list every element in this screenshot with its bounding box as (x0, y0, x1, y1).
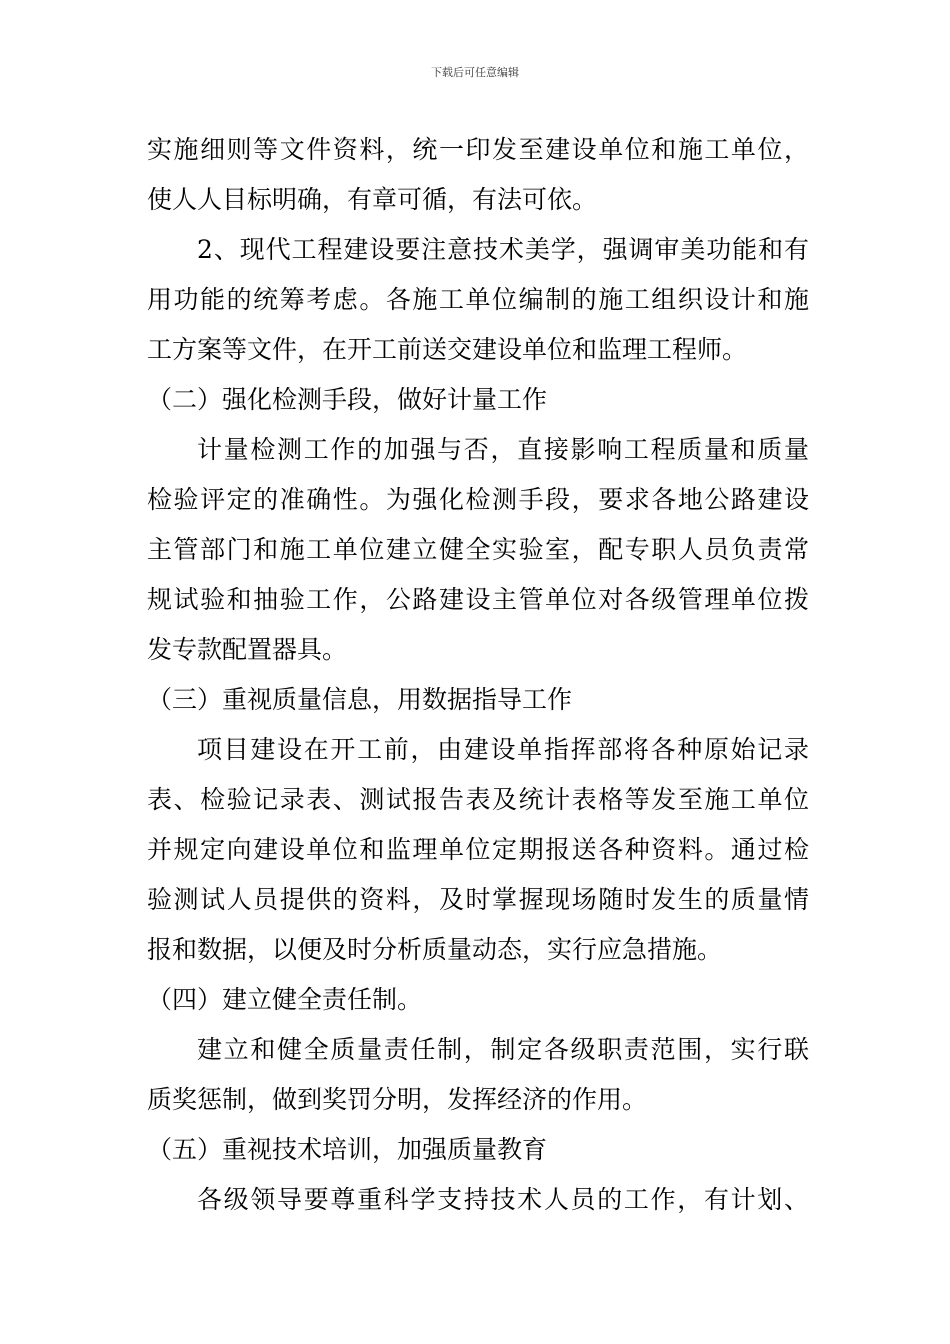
paragraph-line: 检验评定的准确性。为强化检测手段，要求各地公路建设 (147, 485, 809, 514)
paragraph-line: 报和数据，以便及时分析质量动态，实行应急措施。 (147, 935, 723, 964)
paragraph-line: 主管部门和施工单位建立健全实验室，配专职人员负责常 (147, 535, 809, 564)
paragraph-line: 工方案等文件，在开工前送交建设单位和监理工程师。 (147, 335, 748, 364)
section-heading: （五）重视技术培训，加强质量教育 (147, 1135, 548, 1164)
document-body (147, 125, 809, 1225)
section-heading: （四）建立健全责任制。 (147, 985, 423, 1014)
paragraph-line: 规试验和抽验工作，公路建设主管单位对各级管理单位拨 (147, 585, 809, 614)
paragraph-line: 发专款配置器具。 (147, 635, 348, 664)
paragraph-line: 并规定向建设单位和监理单位定期报送各种资料。通过检 (147, 835, 809, 864)
paragraph-line: 验测试人员提供的资料，及时掌握现场随时发生的质量情 (147, 885, 809, 914)
paragraph-line: 2、现代工程建设要注意技术美学，强调审美功能和有 (197, 235, 809, 264)
paragraph-line: 项目建设在开工前，由建设单指挥部将各种原始记录 (197, 735, 809, 764)
section-heading: （三）重视质量信息，用数据指导工作 (147, 685, 573, 714)
paragraph-line: 计量检测工作的加强与否，直接影响工程质量和质量 (197, 435, 809, 464)
paragraph-line: 实施细则等文件资料，统一印发至建设单位和施工单位， (147, 135, 809, 164)
page-header: 下载后可任意编辑 (431, 66, 519, 79)
paragraph-line: 各级领导要尊重科学支持技术人员的工作，有计划、 (197, 1185, 809, 1214)
paragraph-line: 质奖惩制，做到奖罚分明，发挥经济的作用。 (147, 1085, 648, 1114)
paragraph-line: 建立和健全质量责任制，制定各级职责范围，实行联 (197, 1035, 809, 1064)
paragraph-line: 表、检验记录表、测试报告表及统计表格等发至施工单位 (147, 785, 809, 814)
paragraph-line: 用功能的统筹考虑。各施工单位编制的施工组织设计和施 (147, 285, 809, 314)
paragraph-line: 使人人目标明确，有章可循，有法可依。 (147, 185, 598, 214)
section-heading: （二）强化检测手段，做好计量工作 (147, 385, 548, 414)
